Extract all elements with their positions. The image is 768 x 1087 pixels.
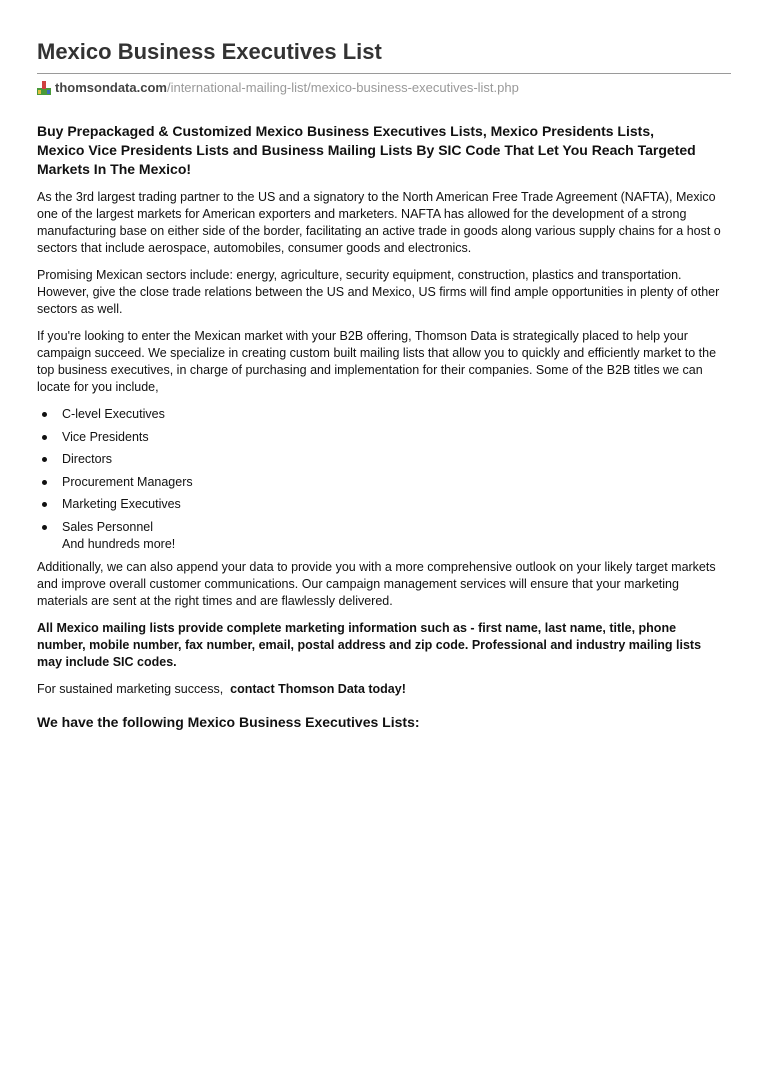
list-item-label: Marketing Executives [62,497,181,511]
paragraph-data-fields [37,620,731,671]
paragraph-line: top business executives, in charge of purchasing and implementation for their companies. Some of the B2B titles we can [37,363,703,377]
list-item [62,519,731,553]
cta-line [37,681,731,698]
source-line [37,80,519,95]
paragraph-append [37,559,731,610]
paragraph-intro [37,189,731,257]
headline-line: Markets In The Mexico! [37,161,192,177]
bullet-icon [42,435,47,440]
bullet-icon [42,502,47,507]
list-item-label: Vice Presidents [62,429,149,444]
paragraph-line: However, give the close trade relations between the US and Mexico, US firms will find ample opportunities in plenty of other [37,285,720,299]
source-path-link[interactable]: /international-mailing-list/mexico-business-executives-list.php [166,80,519,95]
source-domain-link[interactable]: thomsondata.com [55,80,167,95]
list-item [62,496,731,513]
list-item [62,406,731,423]
bullet-icon [42,525,47,530]
headline-line: Mexico Vice Presidents Lists and Business Mailing Lists By SIC Code That Let You Reach Targeted [37,142,696,158]
article-body [37,122,731,730]
headline-line: Buy Prepackaged & Customized Mexico Business Executives Lists, Mexico Presidents Lists, [37,123,654,139]
paragraph-line: Promising Mexican sectors include: energy, agriculture, security equipment, construction, plastics and transportation. [37,268,682,282]
cta-text: For sustained marketing success, [37,681,224,696]
list-item [62,429,731,446]
paragraph-line: sectors that include aerospace, automobiles, consumer goods and electronics. [37,241,472,255]
list-item [62,451,731,468]
list-extra-note: And hundreds more! [62,536,176,551]
paragraph-line: If you're looking to enter the Mexican market with your B2B offering, Thomson Data is strategically placed to help your [37,329,688,343]
paragraph-line: and improve overall customer communications. Our campaign management services will ensure that your marketing [37,576,679,591]
contact-link[interactable]: contact Thomson Data today! [230,681,406,696]
list-item-label: Procurement Managers [62,474,193,489]
article-headline [37,122,737,179]
paragraph-line: one of the largest markets for American exporters and marketers. NAFTA has allowed for the development of a strong [37,207,687,221]
bullet-icon [42,480,47,485]
paragraph-offering [37,328,731,396]
section-subheading: We have the following Mexico Business Executives Lists: [37,713,420,730]
paragraph-sectors [37,267,731,318]
titles-list [37,406,731,553]
list-item-label: Directors [62,452,113,466]
paragraph-line: As the 3rd largest trading partner to the US and a signatory to the North American Free Trade Agreement (NAFTA), Mexico [37,190,716,204]
list-item-label: Sales Personnel [62,519,154,534]
list-item [62,474,731,491]
paragraph-line: may include SIC codes. [37,654,177,669]
title-divider [37,73,731,74]
bullet-icon [42,412,47,417]
paragraph-line: All Mexico mailing lists provide complete marketing information such as - first name, last name, title, phone [37,620,677,635]
paragraph-line: locate for you include, [37,380,159,394]
paragraph-line: materials are sent at the right times and are flawlessly delivered. [37,593,393,608]
bullet-icon [42,457,47,462]
site-favicon-icon [37,81,51,95]
paragraph-line: sectors as well. [37,302,123,316]
list-item-label: C-level Executives [62,407,165,421]
paragraph-line: number, mobile number, fax number, email, postal address and zip code. Professional and industry mailing lists [37,637,702,652]
paragraph-line: Additionally, we can also append your data to provide you with a more comprehensive outlook on your likely target markets [37,559,716,574]
page-title: Mexico Business Executives List [37,39,382,64]
paragraph-line: manufacturing base on either side of the border, facilitating an active trade in goods along various supply chains for a host o [37,224,721,238]
paragraph-line: campaign succeed. We specialize in creating custom built mailing lists that allow you to quickly and efficiently market to the [37,346,717,360]
